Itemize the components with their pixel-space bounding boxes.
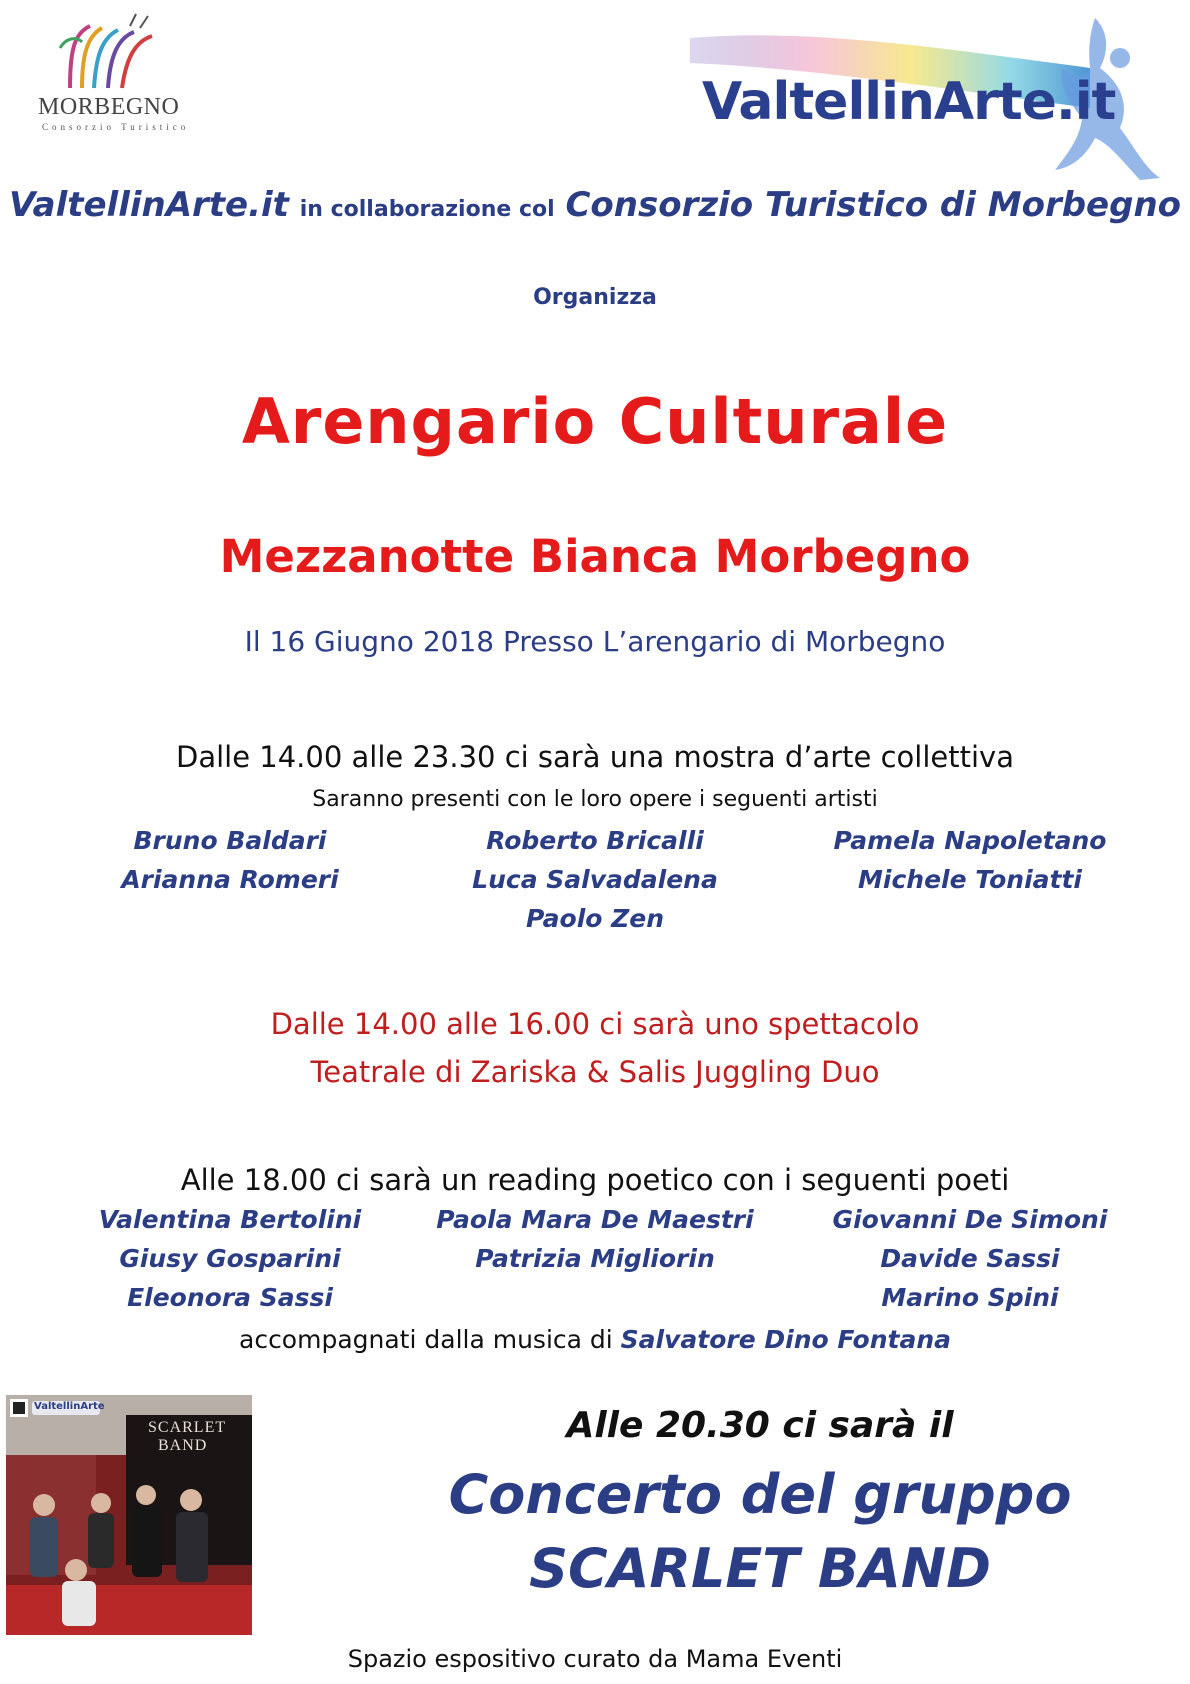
org-consorzio: Consorzio Turistico di Morbegno [565,185,1182,225]
artist-name: Luca Salvadalena [472,865,718,894]
footer-credit: Spazio espositivo curato da Mama Eventi [347,1645,843,1673]
artist-name: Paolo Zen [525,904,665,933]
photo-brand: ValtellinArte [34,1401,105,1412]
morbegno-brand-text: MORBEGNO [38,94,180,120]
show-line-performers: Teatrale di Zariska & Salis Juggling Duo [310,1055,880,1089]
artists-intro: Saranno presenti con le loro opere i seguenti artisti [312,787,878,812]
poet-name: Eleonora Sassi [127,1283,333,1312]
poet-name: Giusy Gosparini [119,1244,341,1273]
intro-line [0,185,1190,225]
music-prefix: accompagnati dalla musica di [239,1325,613,1354]
concert-time: Alle 20.30 ci sarà il [566,1405,954,1446]
org-valtellinarte: ValtellinArte.it [8,185,289,225]
intro-connector: in collaborazione col [299,197,555,222]
poet-name: Valentina Bertolini [98,1205,362,1234]
photo-caption-scarlet: SCARLET [148,1419,227,1436]
poet-name: Giovanni De Simoni [832,1205,1108,1234]
valtellinarte-logo [690,8,1170,193]
event-date-location: Il 16 Giugno 2018 Presso L’arengario di Morbegno [244,625,946,658]
exhibition-line: Dalle 14.00 alle 23.30 ci sarà una mostra d’arte collettiva [176,740,1014,774]
artist-name: Roberto Bricalli [486,826,704,855]
valtellinarte-wordmark: ValtellinArte.it [702,72,1116,132]
band-name: SCARLET BAND [529,1537,991,1600]
morbegno-brand-subtitle: Consorzio Turistico [42,122,190,132]
poet-name: Davide Sassi [880,1244,1060,1273]
poet-name: Marino Spini [881,1283,1059,1312]
poet-name: Paola Mara De Maestri [436,1205,754,1234]
artist-name: Bruno Baldari [133,826,327,855]
morbegno-emblem-icon [30,8,200,98]
artist-name: Pamela Napoletano [833,826,1107,855]
artist-name: Arianna Romeri [121,865,339,894]
event-subtitle: Mezzanotte Bianca Morbegno [219,530,971,583]
morbegno-logo [30,8,200,138]
reading-line: Alle 18.00 ci sarà un reading poetico con i seguenti poeti [180,1163,1010,1197]
musician-name: Salvatore Dino Fontana [620,1325,951,1354]
poet-name: Patrizia Migliorin [475,1244,715,1273]
organizza-label: Organizza [533,285,657,310]
concert-title: Concerto del gruppo [448,1463,1072,1526]
photo-caption-band: BAND [158,1437,208,1454]
band-photo [6,1395,252,1635]
music-line [0,1325,1190,1354]
show-line-time: Dalle 14.00 alle 16.00 ci sarà uno spettacolo [270,1007,920,1041]
event-title: Arengario Culturale [241,385,949,458]
artist-name: Michele Toniatti [858,865,1082,894]
